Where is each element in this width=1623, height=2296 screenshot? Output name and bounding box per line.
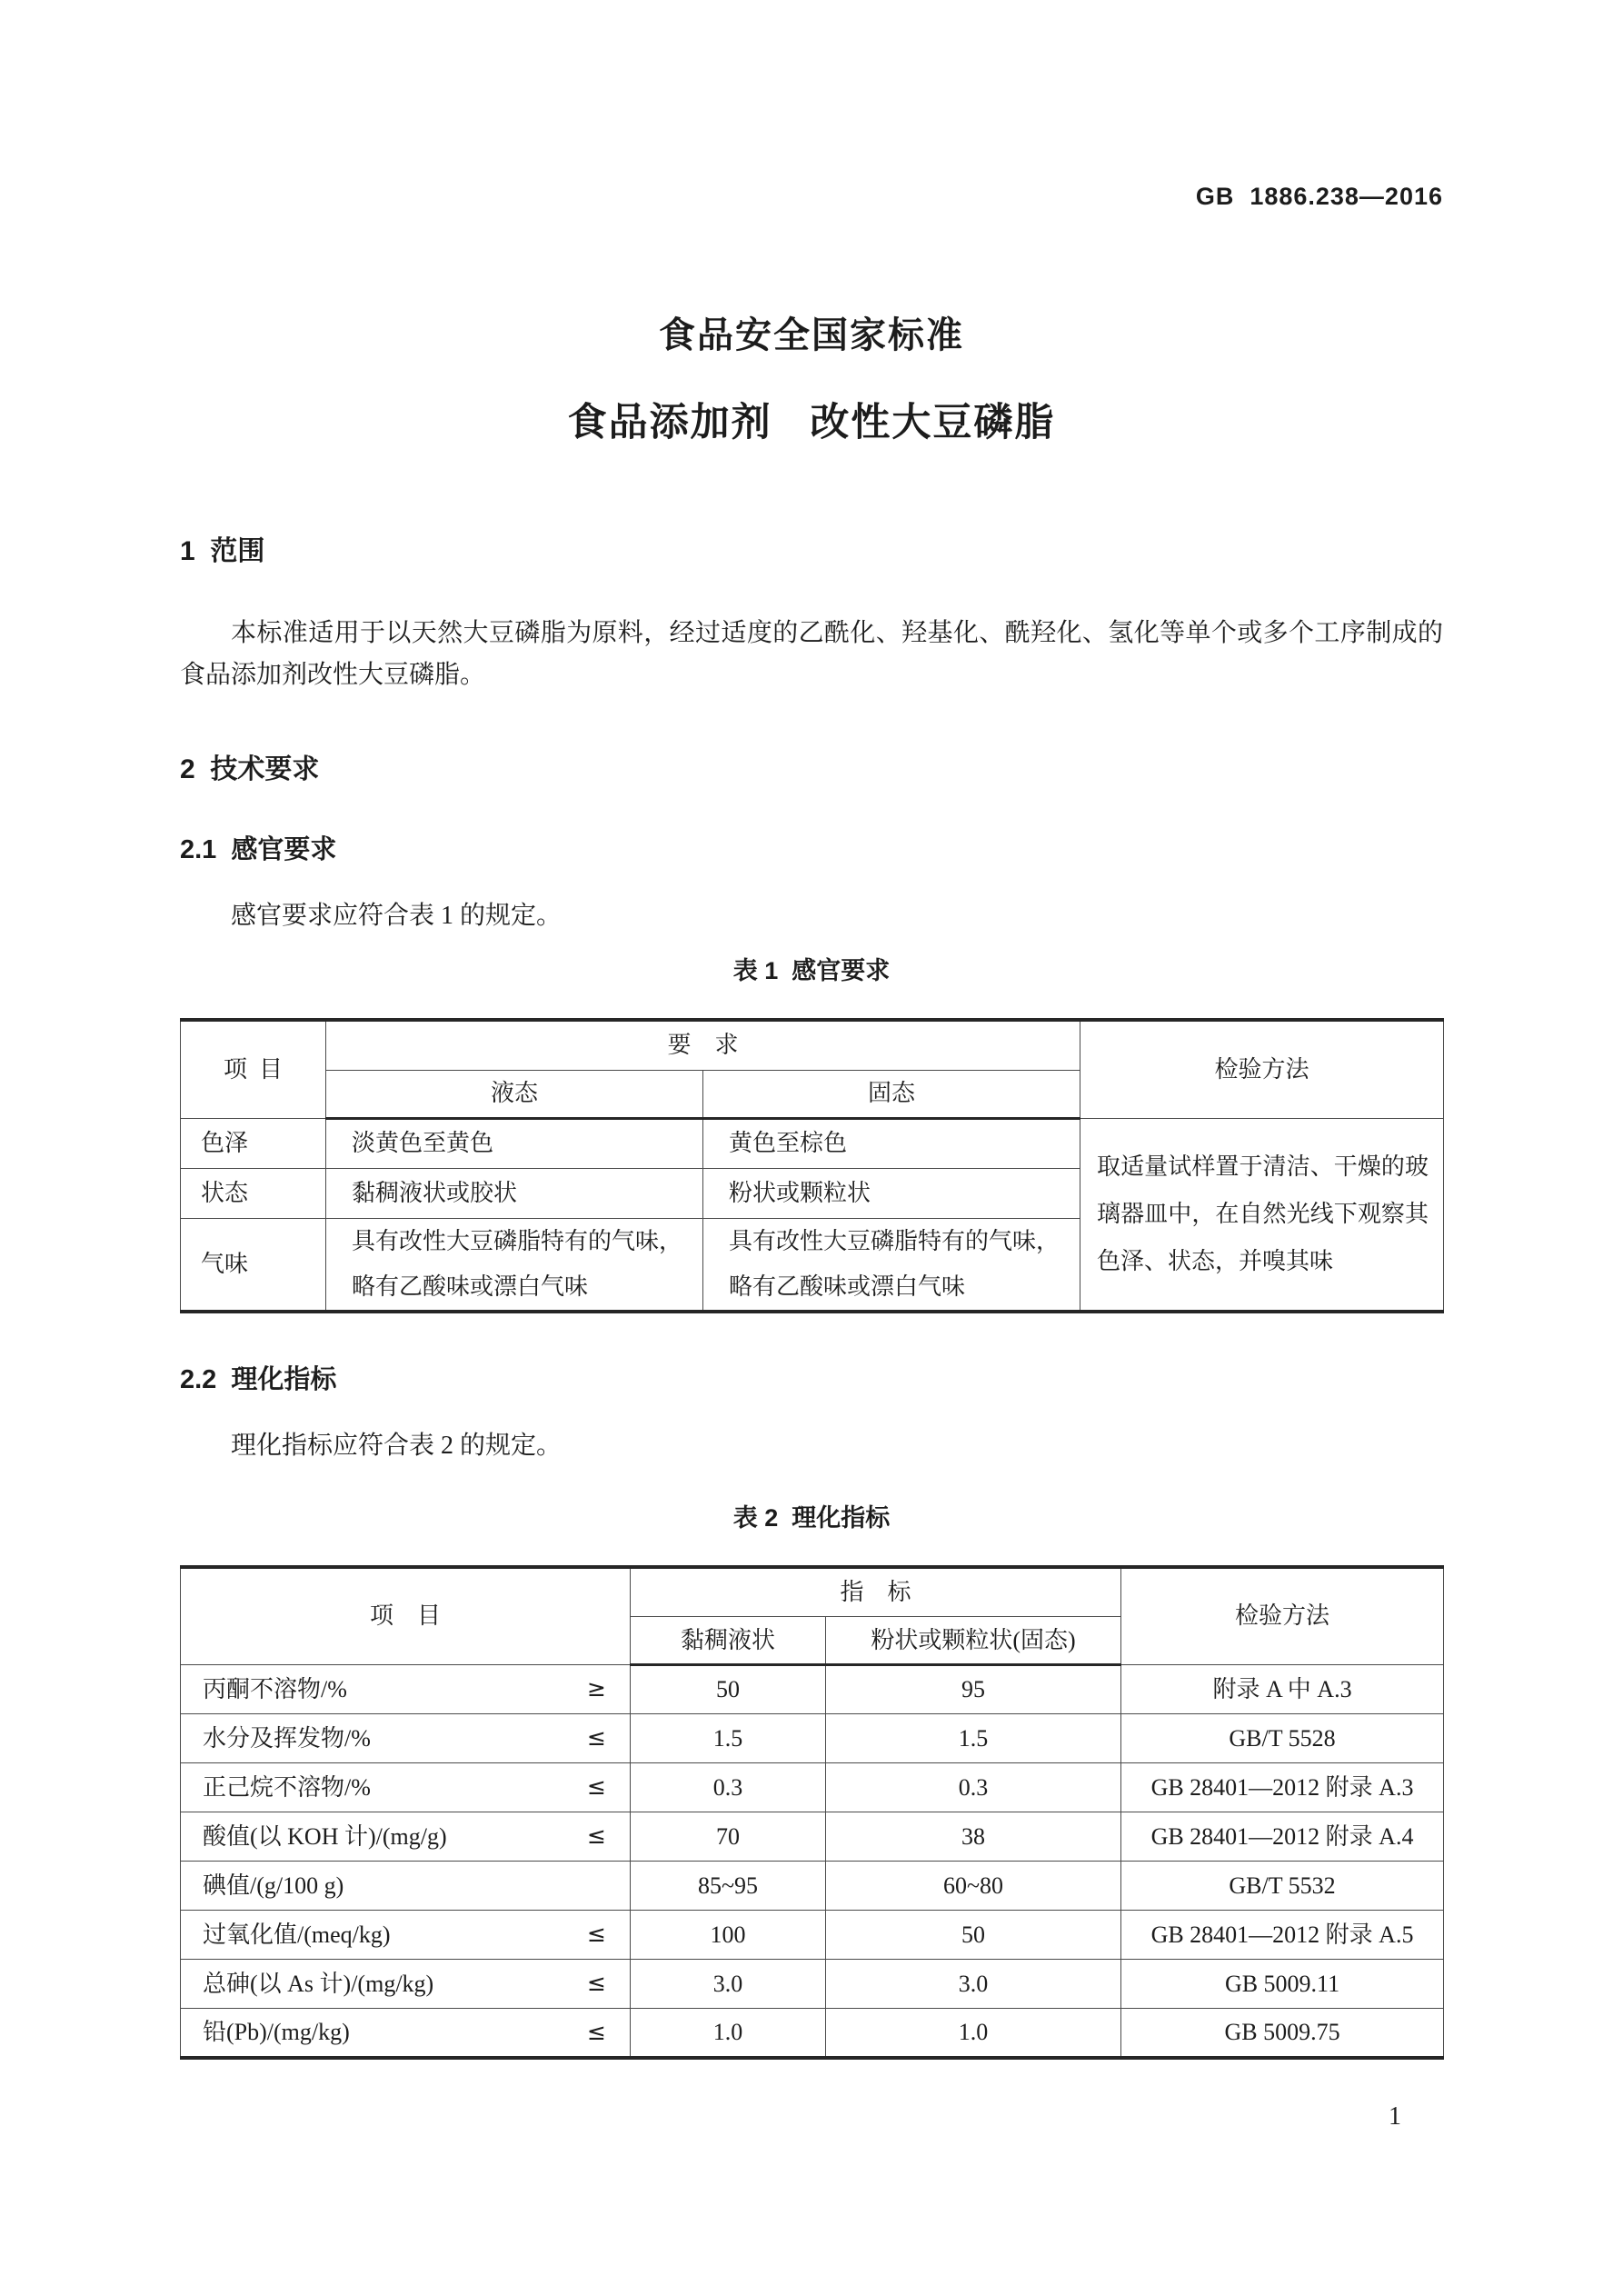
section-2-heading: 2 技术要求	[180, 754, 320, 784]
table-row	[181, 1960, 1444, 2009]
method-cell: GB 5009.11	[1121, 1960, 1444, 2009]
physicochemical-indicators-table	[180, 1565, 1444, 2060]
table2-header-liquid: 黏稠液状	[631, 1617, 826, 1665]
item-cell	[181, 1960, 631, 2009]
table1-header-solid: 固态	[703, 1070, 1080, 1118]
method-cell: GB/T 5532	[1121, 1862, 1444, 1911]
solid-value-cell: 95	[826, 1665, 1121, 1714]
table1-caption: 表 1 感官要求	[732, 957, 891, 984]
solid-value-cell: 黄色至棕色	[703, 1118, 1080, 1168]
method-cell: GB 28401—2012 附录 A.4	[1121, 1812, 1444, 1862]
physchem-intro-sentence: 理化指标应符合表 2 的规定。	[231, 1431, 563, 1460]
table-row	[181, 1862, 1444, 1911]
item-label: 过氧化值/(meq/kg)	[203, 1921, 391, 1948]
method-cell: 附录 A 中 A.3	[1121, 1665, 1444, 1714]
document-title: 食品安全国家标准	[659, 315, 964, 355]
solid-value-cell: 3.0	[826, 1960, 1121, 2009]
table2-caption: 表 2 理化指标	[732, 1503, 891, 1532]
item-label: 铅(Pb)/(mg/kg)	[203, 2018, 350, 2045]
liquid-value-cell: 3.0	[631, 1960, 826, 2009]
item-label: 酸值(以 KOH 计)/(mg/g)	[203, 1822, 447, 1850]
table2-header-row-1	[181, 1567, 1444, 1617]
item-label: 碘值/(g/100 g)	[203, 1872, 344, 1899]
liquid-value-cell: 100	[631, 1911, 826, 1960]
standard-number: GB 1886.238—2016	[1195, 183, 1443, 210]
solid-value-cell: 38	[826, 1812, 1121, 1862]
item-label: 丙酮不溶物/%	[203, 1675, 347, 1702]
table-row	[181, 1911, 1444, 1960]
solid-value-cell: 60~80	[826, 1862, 1121, 1911]
scope-paragraph: 本标准适用于以天然大豆磷脂为原料，经过适度的乙酰化、羟基化、酰羟化、氢化等单个或多个工序制成的食品添加剂改性大豆磷脂。	[180, 619, 1443, 689]
sensory-requirements-table	[180, 1018, 1444, 1313]
item-cell	[181, 1714, 631, 1763]
liquid-value-cell: 0.3	[631, 1763, 826, 1812]
section-1-heading: 1 范围	[180, 536, 265, 566]
item-label: 总砷(以 As 计)/(mg/kg)	[203, 1970, 434, 1997]
liquid-value-cell: 淡黄色至黄色	[326, 1118, 703, 1168]
item-cell	[181, 1812, 631, 1862]
comparison-operator: ≤	[587, 1921, 606, 1948]
table2-header-solid: 粉状或颗粒状(固态)	[826, 1617, 1121, 1665]
item-cell	[181, 1763, 631, 1812]
table-row	[181, 1665, 1444, 1714]
page-number: 1	[1389, 2101, 1401, 2131]
comparison-operator: ≤	[587, 2018, 606, 2045]
table2-header-indicator: 指 标	[631, 1567, 1121, 1617]
table1-header-item: 项 目	[181, 1020, 326, 1118]
table1-header-requirement: 要 求	[326, 1020, 1080, 1070]
table-row	[181, 1118, 1444, 1168]
item-cell	[181, 2009, 631, 2058]
section-2-2-heading: 2.2 理化指标	[180, 1364, 337, 1394]
comparison-operator: ≤	[587, 1822, 606, 1850]
solid-value-cell: 1.5	[826, 1714, 1121, 1763]
item-cell: 状态	[181, 1168, 326, 1218]
table-row	[181, 1812, 1444, 1862]
liquid-value-cell: 1.5	[631, 1714, 826, 1763]
solid-value-cell: 1.0	[826, 2009, 1121, 2058]
table2-header-item: 项 目	[181, 1567, 631, 1665]
item-cell	[181, 1665, 631, 1714]
liquid-value-cell: 50	[631, 1665, 826, 1714]
table-row	[181, 1763, 1444, 1812]
item-cell	[181, 1862, 631, 1911]
liquid-value-cell: 70	[631, 1812, 826, 1862]
sensory-intro-sentence: 感官要求应符合表 1 的规定。	[231, 902, 563, 930]
method-cell: GB/T 5528	[1121, 1714, 1444, 1763]
table1-header-method: 检验方法	[1080, 1020, 1444, 1118]
comparison-operator: ≤	[587, 1970, 606, 1997]
method-cell: GB 28401—2012 附录 A.5	[1121, 1911, 1444, 1960]
solid-value-cell: 粉状或颗粒状	[703, 1168, 1080, 1218]
item-cell: 气味	[181, 1218, 326, 1312]
liquid-value-cell: 具有改性大豆磷脂特有的气味，略有乙酸味或漂白气味	[326, 1218, 703, 1312]
method-cell: 取适量试样置于清洁、干燥的玻璃器皿中，在自然光线下观察其色泽、状态，并嗅其味	[1080, 1118, 1444, 1312]
solid-value-cell: 0.3	[826, 1763, 1121, 1812]
item-label: 水分及挥发物/%	[203, 1724, 371, 1752]
liquid-value-cell: 1.0	[631, 2009, 826, 2058]
comparison-operator: ≤	[587, 1773, 606, 1801]
comparison-operator: ≥	[587, 1675, 606, 1702]
table-row	[181, 2009, 1444, 2058]
solid-value-cell: 具有改性大豆磷脂特有的气味，略有乙酸味或漂白气味	[703, 1218, 1080, 1312]
item-cell: 色泽	[181, 1118, 326, 1168]
table2-header-method: 检验方法	[1121, 1567, 1444, 1665]
liquid-value-cell: 85~95	[631, 1862, 826, 1911]
item-label: 正己烷不溶物/%	[203, 1773, 371, 1801]
method-cell: GB 28401—2012 附录 A.3	[1121, 1763, 1444, 1812]
table1-header-liquid: 液态	[326, 1070, 703, 1118]
method-cell: GB 5009.75	[1121, 2009, 1444, 2058]
table-row	[181, 1714, 1444, 1763]
item-cell	[181, 1911, 631, 1960]
liquid-value-cell: 黏稠液状或胶状	[326, 1168, 703, 1218]
solid-value-cell: 50	[826, 1911, 1121, 1960]
section-2-1-heading: 2.1 感官要求	[180, 835, 337, 864]
document-subtitle: 食品添加剂 改性大豆磷脂	[567, 401, 1056, 444]
comparison-operator: ≤	[587, 1724, 606, 1752]
table1-header-row-1	[181, 1020, 1444, 1070]
